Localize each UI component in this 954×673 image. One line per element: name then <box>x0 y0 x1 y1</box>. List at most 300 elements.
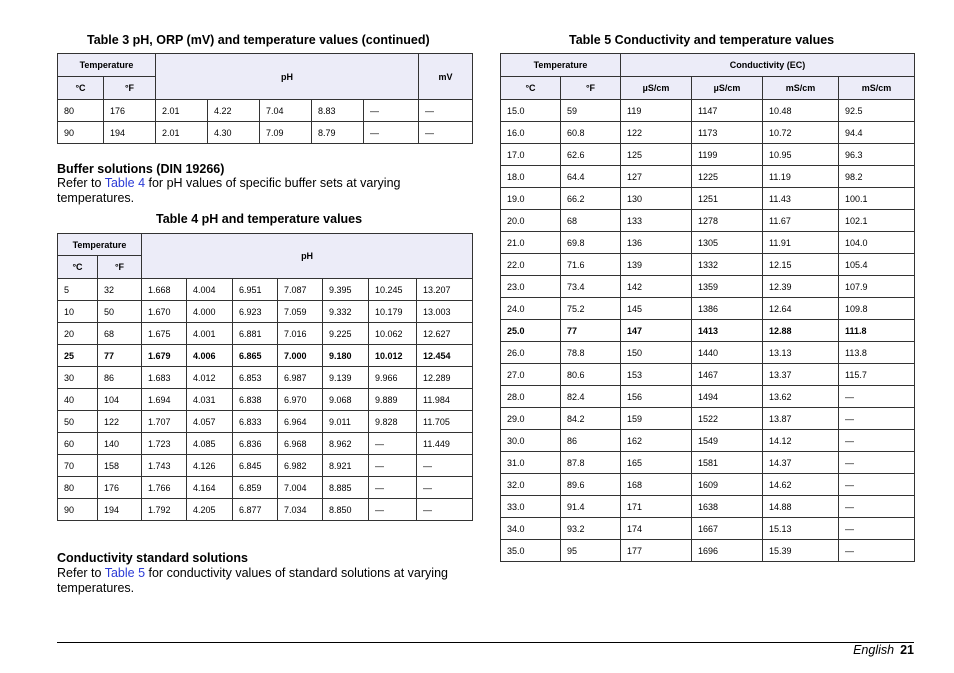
table-row <box>501 452 915 474</box>
table-cell: 9.011 <box>323 411 369 433</box>
table-cell: 1440 <box>692 342 763 364</box>
table-cell: 158 <box>98 455 142 477</box>
table3-header-ph: pH <box>156 54 419 100</box>
table-cell: 1.792 <box>142 499 187 521</box>
table-cell: 29.0 <box>501 408 561 430</box>
table-cell: 11.91 <box>763 232 839 254</box>
table-cell: 1.668 <box>142 279 187 301</box>
table-cell: 140 <box>98 433 142 455</box>
table-cell: 111.8 <box>839 320 915 342</box>
table-cell: — <box>839 430 915 452</box>
table-cell: 19.0 <box>501 188 561 210</box>
table-cell: 1251 <box>692 188 763 210</box>
conductivity-paragraph <box>57 566 472 596</box>
table-cell: 73.4 <box>561 276 621 298</box>
table-cell: 4.30 <box>208 122 260 144</box>
table-cell: 14.37 <box>763 452 839 474</box>
buffer-heading: Buffer solutions (DIN 19266) <box>57 162 225 176</box>
table-cell: 2.01 <box>156 100 208 122</box>
table-cell: 4.004 <box>187 279 233 301</box>
table-cell: 13.87 <box>763 408 839 430</box>
table-cell: 10 <box>58 301 98 323</box>
table-cell: 32.0 <box>501 474 561 496</box>
table-cell: 9.332 <box>323 301 369 323</box>
table-cell: 30.0 <box>501 430 561 452</box>
buffer-text-pre: Refer to <box>57 176 105 190</box>
table-cell: 14.62 <box>763 474 839 496</box>
table-cell: 1225 <box>692 166 763 188</box>
table-cell: 9.139 <box>323 367 369 389</box>
table-cell: 25 <box>58 345 98 367</box>
table-cell: 1.679 <box>142 345 187 367</box>
table-cell: 1467 <box>692 364 763 386</box>
table-cell: 2.01 <box>156 122 208 144</box>
table-cell: 104 <box>98 389 142 411</box>
table5 <box>500 53 915 562</box>
table-cell: 20.0 <box>501 210 561 232</box>
table-cell: 6.970 <box>278 389 323 411</box>
table-cell: — <box>417 455 473 477</box>
table-cell: 102.1 <box>839 210 915 232</box>
table-cell: 95 <box>561 540 621 562</box>
table-cell: 100.1 <box>839 188 915 210</box>
table-cell: 159 <box>621 408 692 430</box>
table-cell: 7.09 <box>260 122 312 144</box>
table-cell: 6.845 <box>233 455 278 477</box>
table-row <box>501 320 915 342</box>
table-cell: 156 <box>621 386 692 408</box>
table-row <box>501 496 915 518</box>
table5-header-temperature: Temperature <box>501 54 621 77</box>
table-cell: 4.057 <box>187 411 233 433</box>
table-cell: 11.449 <box>417 433 473 455</box>
table-cell: — <box>839 386 915 408</box>
table3 <box>57 53 473 144</box>
table-cell: 1386 <box>692 298 763 320</box>
table-cell: 15.39 <box>763 540 839 562</box>
table-cell: 11.19 <box>763 166 839 188</box>
table-cell: 4.164 <box>187 477 233 499</box>
table-cell: 7.059 <box>278 301 323 323</box>
table-cell: 1609 <box>692 474 763 496</box>
table-cell: 133 <box>621 210 692 232</box>
table-cell: 80.6 <box>561 364 621 386</box>
table-cell: 14.88 <box>763 496 839 518</box>
table-cell: — <box>839 496 915 518</box>
table-cell: 22.0 <box>501 254 561 276</box>
table-cell: 13.13 <box>763 342 839 364</box>
table-cell: 50 <box>58 411 98 433</box>
table-cell: 6.951 <box>233 279 278 301</box>
table-cell: 4.001 <box>187 323 233 345</box>
table-cell: 31.0 <box>501 452 561 474</box>
table-row <box>58 411 473 433</box>
table-cell: 68 <box>98 323 142 345</box>
table-cell: 20 <box>58 323 98 345</box>
table-cell: 115.7 <box>839 364 915 386</box>
table5-header-us-cm-2: µS/cm <box>692 77 763 100</box>
footer-language: English <box>853 643 895 657</box>
table-cell: 90 <box>58 499 98 521</box>
table-cell: 12.39 <box>763 276 839 298</box>
table4-body <box>58 279 473 521</box>
table-cell: 194 <box>104 122 156 144</box>
table-cell: 11.984 <box>417 389 473 411</box>
table-row <box>58 122 473 144</box>
table-cell: 62.6 <box>561 144 621 166</box>
table5-header-ms-cm-1: mS/cm <box>763 77 839 100</box>
table-cell: 7.004 <box>278 477 323 499</box>
table-cell: 21.0 <box>501 232 561 254</box>
table-row <box>501 254 915 276</box>
table-cell: 4.012 <box>187 367 233 389</box>
footer <box>853 643 914 657</box>
table-cell: 1494 <box>692 386 763 408</box>
table3-body <box>58 100 473 144</box>
table-cell: 9.395 <box>323 279 369 301</box>
table-cell: 24.0 <box>501 298 561 320</box>
table-cell: 64.4 <box>561 166 621 188</box>
table-cell: 86 <box>561 430 621 452</box>
table-row <box>501 518 915 540</box>
table-cell: 1.670 <box>142 301 187 323</box>
table-cell: — <box>364 100 419 122</box>
table-cell: — <box>369 433 417 455</box>
table-cell: 15.0 <box>501 100 561 122</box>
table-cell: 6.982 <box>278 455 323 477</box>
table-cell: 8.885 <box>323 477 369 499</box>
table-cell: 66.2 <box>561 188 621 210</box>
page-number: 21 <box>900 643 914 657</box>
table-cell: 96.3 <box>839 144 915 166</box>
table-cell: 77 <box>98 345 142 367</box>
table-cell: 4.126 <box>187 455 233 477</box>
conductivity-text-post: for conductivity values of standard solutions at varying temperatures. <box>57 566 448 595</box>
table-cell: 127 <box>621 166 692 188</box>
table-cell: 12.454 <box>417 345 473 367</box>
table-row <box>501 298 915 320</box>
buffer-paragraph <box>57 176 457 206</box>
table-cell: — <box>419 122 473 144</box>
table5-link[interactable]: Table 5 <box>104 566 146 580</box>
footer-rule <box>57 642 914 643</box>
table-cell: 90 <box>58 122 104 144</box>
table5-header-celsius: °C <box>501 77 561 100</box>
table-row <box>501 276 915 298</box>
table-cell: 59 <box>561 100 621 122</box>
table-cell: 35.0 <box>501 540 561 562</box>
table-cell: 109.8 <box>839 298 915 320</box>
table-cell: 1278 <box>692 210 763 232</box>
table-row <box>501 386 915 408</box>
table-cell: 11.67 <box>763 210 839 232</box>
table-cell: — <box>364 122 419 144</box>
table3-caption: Table 3 pH, ORP (mV) and temperature values (continued) <box>87 33 430 47</box>
table-cell: 60 <box>58 433 98 455</box>
table3-header-temperature: Temperature <box>58 54 156 77</box>
table-cell: 40 <box>58 389 98 411</box>
table-cell: 1696 <box>692 540 763 562</box>
table-row <box>501 342 915 364</box>
table-cell: 9.828 <box>369 411 417 433</box>
table-row <box>501 144 915 166</box>
table-cell: 6.836 <box>233 433 278 455</box>
table-cell: 12.15 <box>763 254 839 276</box>
table-cell: 50 <box>98 301 142 323</box>
table-cell: 139 <box>621 254 692 276</box>
table-row <box>501 408 915 430</box>
table-cell: 4.031 <box>187 389 233 411</box>
table-cell: 9.180 <box>323 345 369 367</box>
table-row <box>501 364 915 386</box>
table-row <box>501 540 915 562</box>
table5-caption: Table 5 Conductivity and temperature values <box>569 33 835 47</box>
table-cell: 70 <box>58 455 98 477</box>
table-cell: 12.64 <box>763 298 839 320</box>
table-cell: 71.6 <box>561 254 621 276</box>
table-cell: — <box>369 455 417 477</box>
table-cell: 18.0 <box>501 166 561 188</box>
table5-header-fahrenheit: °F <box>561 77 621 100</box>
table-cell: 107.9 <box>839 276 915 298</box>
table-cell: 1.743 <box>142 455 187 477</box>
table-cell: — <box>839 452 915 474</box>
table4-link[interactable]: Table 4 <box>104 176 146 190</box>
table-cell: 7.016 <box>278 323 323 345</box>
table-cell: 86 <box>98 367 142 389</box>
table-cell: 9.966 <box>369 367 417 389</box>
table-cell: 1305 <box>692 232 763 254</box>
table-cell: 7.000 <box>278 345 323 367</box>
table-cell: 10.95 <box>763 144 839 166</box>
table-cell: — <box>369 499 417 521</box>
table-cell: 1173 <box>692 122 763 144</box>
table-cell: 12.289 <box>417 367 473 389</box>
table-row <box>501 430 915 452</box>
table-row <box>58 301 473 323</box>
table-row <box>58 279 473 301</box>
table-cell: 93.2 <box>561 518 621 540</box>
table-cell: 10.179 <box>369 301 417 323</box>
table5-header-conductivity: Conductivity (EC) <box>621 54 915 77</box>
table-cell: 1199 <box>692 144 763 166</box>
table-cell: 105.4 <box>839 254 915 276</box>
table-row <box>501 232 915 254</box>
table-cell: 80 <box>58 477 98 499</box>
table-cell: 8.83 <box>312 100 364 122</box>
table3-header-fahrenheit: °F <box>104 77 156 100</box>
table4-header-fahrenheit: °F <box>98 256 142 279</box>
table-cell: 1522 <box>692 408 763 430</box>
table-cell: 1.694 <box>142 389 187 411</box>
table-cell: 6.877 <box>233 499 278 521</box>
table-cell: 165 <box>621 452 692 474</box>
conductivity-heading: Conductivity standard solutions <box>57 551 248 565</box>
table-row <box>58 100 473 122</box>
table-cell: 136 <box>621 232 692 254</box>
table-cell: 171 <box>621 496 692 518</box>
table-cell: 34.0 <box>501 518 561 540</box>
table-row <box>58 345 473 367</box>
conductivity-text-pre: Refer to <box>57 566 105 580</box>
table-cell: 7.04 <box>260 100 312 122</box>
table-cell: 12.627 <box>417 323 473 345</box>
table-cell: 13.62 <box>763 386 839 408</box>
table-cell: 4.000 <box>187 301 233 323</box>
table-row <box>501 188 915 210</box>
table-cell: 11.705 <box>417 411 473 433</box>
table-cell: 1.707 <box>142 411 187 433</box>
table5-body <box>501 100 915 562</box>
table4-header-celsius: °C <box>58 256 98 279</box>
table-cell: 113.8 <box>839 342 915 364</box>
table4 <box>57 233 473 521</box>
table-cell: 14.12 <box>763 430 839 452</box>
table-row <box>58 389 473 411</box>
table-cell: 69.8 <box>561 232 621 254</box>
table-cell: 92.5 <box>839 100 915 122</box>
table4-header-ph: pH <box>142 234 473 279</box>
table-cell: 176 <box>104 100 156 122</box>
table-row <box>58 433 473 455</box>
table-row <box>501 122 915 144</box>
table-cell: 8.79 <box>312 122 364 144</box>
table-cell: 6.881 <box>233 323 278 345</box>
table-cell: — <box>369 477 417 499</box>
table-cell: 6.838 <box>233 389 278 411</box>
table-cell: 125 <box>621 144 692 166</box>
table-cell: 16.0 <box>501 122 561 144</box>
table-cell: 28.0 <box>501 386 561 408</box>
table-cell: 87.8 <box>561 452 621 474</box>
table-cell: 10.245 <box>369 279 417 301</box>
table-cell: 1359 <box>692 276 763 298</box>
table-cell: — <box>417 499 473 521</box>
table-cell: — <box>839 474 915 496</box>
table-cell: 13.37 <box>763 364 839 386</box>
table-row <box>501 210 915 232</box>
table-row <box>58 477 473 499</box>
table-cell: 94.4 <box>839 122 915 144</box>
table-cell: 4.205 <box>187 499 233 521</box>
table-cell: 33.0 <box>501 496 561 518</box>
table-cell: 104.0 <box>839 232 915 254</box>
table-cell: 176 <box>98 477 142 499</box>
table-cell: 1.675 <box>142 323 187 345</box>
table-cell: 119 <box>621 100 692 122</box>
table-cell: 4.006 <box>187 345 233 367</box>
table-cell: 26.0 <box>501 342 561 364</box>
table-cell: 8.962 <box>323 433 369 455</box>
table-cell: 122 <box>621 122 692 144</box>
table-cell: 13.003 <box>417 301 473 323</box>
table-cell: 1638 <box>692 496 763 518</box>
table-cell: 30 <box>58 367 98 389</box>
table-row <box>501 166 915 188</box>
table-cell: 11.43 <box>763 188 839 210</box>
table-cell: 1.723 <box>142 433 187 455</box>
table-cell: 122 <box>98 411 142 433</box>
buffer-text-post: for pH values of specific buffer sets at varying temperatures. <box>57 176 401 205</box>
table5-header-ms-cm-2: mS/cm <box>839 77 915 100</box>
table-cell: 7.087 <box>278 279 323 301</box>
table-cell: 6.968 <box>278 433 323 455</box>
table-cell: 32 <box>98 279 142 301</box>
table-cell: — <box>839 518 915 540</box>
table-row <box>58 455 473 477</box>
table-cell: 4.22 <box>208 100 260 122</box>
table-cell: 5 <box>58 279 98 301</box>
table-cell: 6.859 <box>233 477 278 499</box>
table-cell: 6.964 <box>278 411 323 433</box>
table-row <box>58 367 473 389</box>
table-cell: 98.2 <box>839 166 915 188</box>
table-cell: 142 <box>621 276 692 298</box>
table-cell: 77 <box>561 320 621 342</box>
table-cell: 8.850 <box>323 499 369 521</box>
table-cell: 162 <box>621 430 692 452</box>
table-cell: — <box>419 100 473 122</box>
table-cell: 10.012 <box>369 345 417 367</box>
table3-header-celsius: °C <box>58 77 104 100</box>
table-cell: 147 <box>621 320 692 342</box>
table-cell: 1549 <box>692 430 763 452</box>
table-row <box>58 323 473 345</box>
table5-header-us-cm-1: µS/cm <box>621 77 692 100</box>
table-cell: 145 <box>621 298 692 320</box>
table-cell: 6.853 <box>233 367 278 389</box>
table-cell: 75.2 <box>561 298 621 320</box>
table-cell: 177 <box>621 540 692 562</box>
table-cell: 6.833 <box>233 411 278 433</box>
table-cell: 15.13 <box>763 518 839 540</box>
table-cell: 1413 <box>692 320 763 342</box>
table-cell: 84.2 <box>561 408 621 430</box>
table-cell: 10.72 <box>763 122 839 144</box>
table-cell: — <box>417 477 473 499</box>
table-cell: — <box>839 540 915 562</box>
table-cell: 1667 <box>692 518 763 540</box>
table3-header-mv: mV <box>419 54 473 100</box>
table-cell: 10.062 <box>369 323 417 345</box>
table-cell: 130 <box>621 188 692 210</box>
table-row <box>58 499 473 521</box>
table-cell: 12.88 <box>763 320 839 342</box>
table-cell: — <box>839 408 915 430</box>
table-cell: 6.923 <box>233 301 278 323</box>
table-cell: 25.0 <box>501 320 561 342</box>
table-cell: 168 <box>621 474 692 496</box>
table-cell: 91.4 <box>561 496 621 518</box>
table-cell: 1.683 <box>142 367 187 389</box>
table-row <box>501 100 915 122</box>
table4-header-temperature: Temperature <box>58 234 142 256</box>
table-cell: 17.0 <box>501 144 561 166</box>
table-cell: 6.865 <box>233 345 278 367</box>
table-cell: 10.48 <box>763 100 839 122</box>
table-cell: 153 <box>621 364 692 386</box>
table-cell: 4.085 <box>187 433 233 455</box>
table-cell: 1581 <box>692 452 763 474</box>
table-cell: 1332 <box>692 254 763 276</box>
table-cell: 1147 <box>692 100 763 122</box>
table-cell: 89.6 <box>561 474 621 496</box>
table-cell: 82.4 <box>561 386 621 408</box>
table-cell: 68 <box>561 210 621 232</box>
table-cell: 23.0 <box>501 276 561 298</box>
table-cell: 9.889 <box>369 389 417 411</box>
table-cell: 174 <box>621 518 692 540</box>
